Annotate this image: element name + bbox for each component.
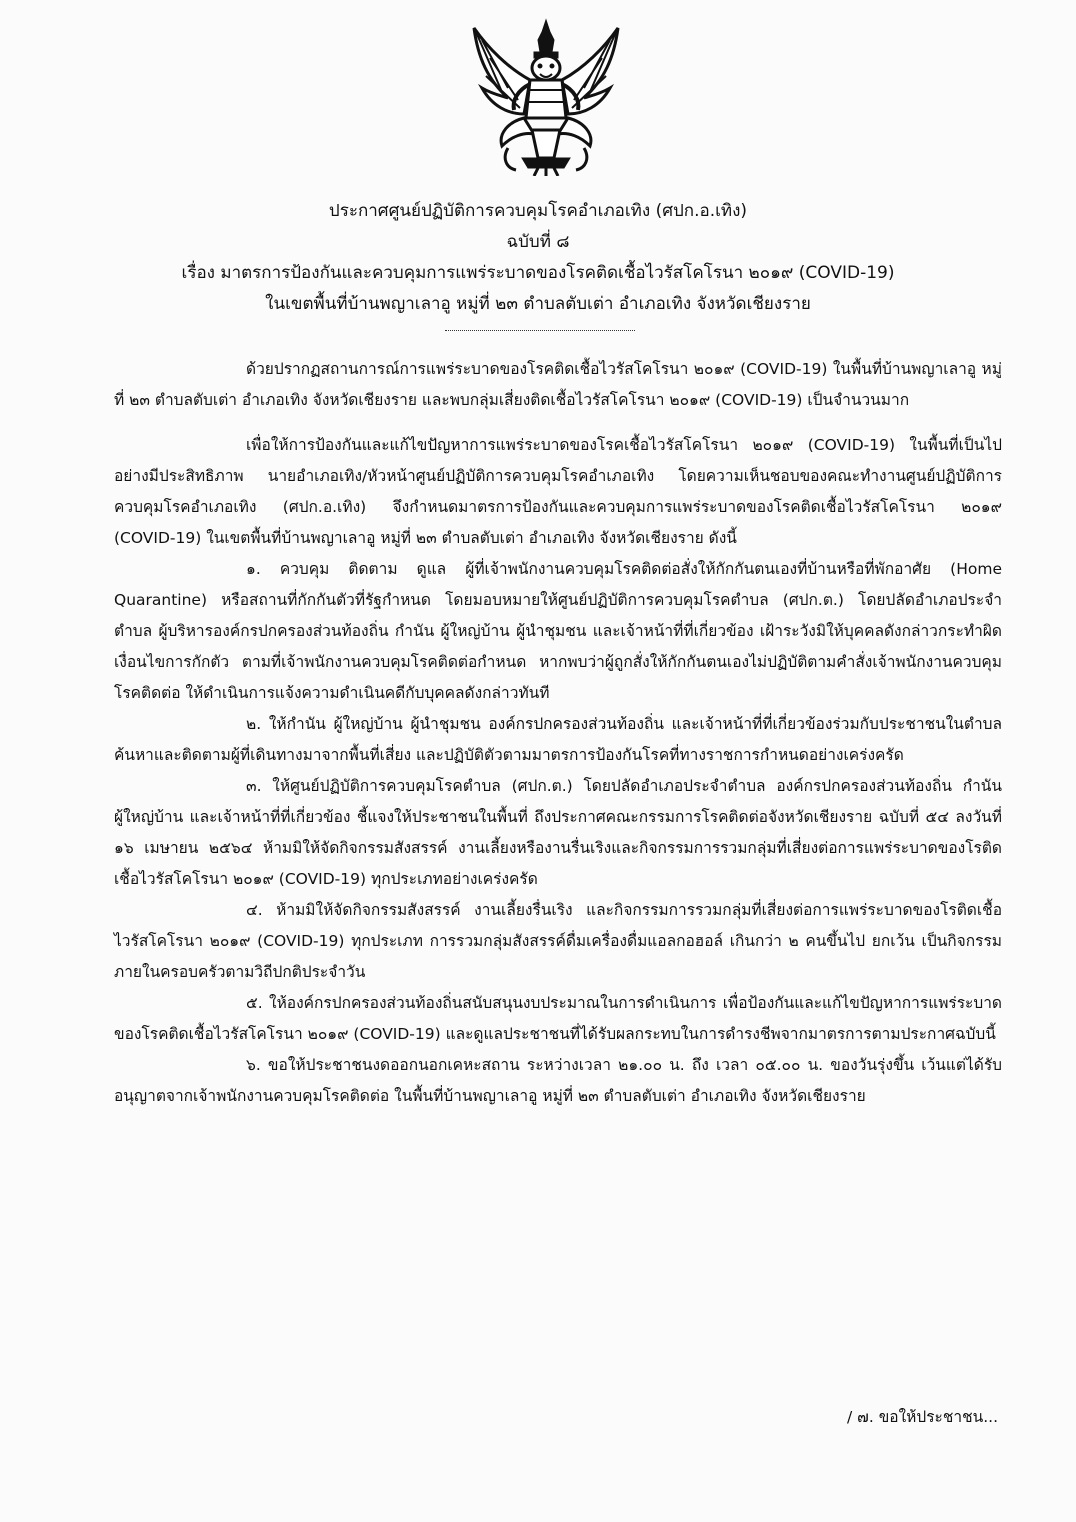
purpose-paragraph: เพื่อให้การป้องกันและแก้ไขปัญหาการแพร่ระบาดของโรคเชื้อไวรัสโคโรนา ๒๐๑๙ (COVID-19) ในพื้นที่เป็นไปอย่างมีประสิทธิภาพ นายอำเภอเทิง/หัวหน้าศูนย์ปฏิบัติการควบคุมโรคอำเภอเทิง โดยความเห็นชอบของคณะทำงานศูนย์ปฏิบัติการควบคุมโรคอำเภอเทิง (ศปก.อ.เทิง) จึงกำหนดมาตรการป้องกันและควบคุมการแพร่ระบาดของโรคติดเชื้อไวรัสโคโรนา ๒๐๑๙ (COVID-19) ในเขตพื้นที่บ้านพญาเลาอู หมู่ที่ ๒๓ ตำบลตับเต่า อำเภอเทิง จังหวัดเชียงราย ดังนี้ (114, 436, 1002, 547)
announcement-title: ประกาศศูนย์ปฏิบัติการควบคุมโรคอำเภอเทิง (ศปก.อ.เทิง) (328, 201, 748, 221)
announcement-subject: เรื่อง มาตรการป้องกันและควบคุมการแพร่ระบาดของโรคติดเชื้อไวรัสโคโรนา ๒๐๑๙ (COVID-19) (181, 263, 895, 283)
issue-number: ฉบับที่ ๘ (506, 232, 570, 252)
measure-item-2: ๒. ให้กำนัน ผู้ใหญ่บ้าน ผู้นำชุมชน องค์กรปกครองส่วนท้องถิ่น และเจ้าหน้าที่ที่เกี่ยวข้องร่วมกับประชาชนในตำบล ค้นหาและติดตามผู้ที่เดินทางมาจากพื้นที่เสี่ยง และปฏิบัติตัวตามมาตรการป้องกันโรคที่ทางราชการกำหนดอย่างเคร่งครัด (114, 715, 1002, 764)
continuation-note: / ๗. ขอให้ประชาชน... (847, 1408, 998, 1426)
announcement-header (60, 196, 1016, 320)
announcement-area: ในเขตพื้นที่บ้านพญาเลาอู หมู่ที่ ๒๓ ตำบลตับเต่า อำเภอเทิง จังหวัดเชียงราย (265, 294, 811, 314)
intro-paragraph: ด้วยปรากฏสถานการณ์การแพร่ระบาดของโรคติดเชื้อไวรัสโคโรนา ๒๐๑๙ (COVID-19) ในพื้นที่บ้านพญาเลาอู หมู่ที่ ๒๓ ตำบลตับเต่า อำเภอเทิง จังหวัดเชียงราย และพบกลุ่มเสี่ยงติดเชื้อไวรัสโคโรนา ๒๐๑๙ (COVID-19) เป็นจำนวนมาก (114, 360, 1002, 409)
measure-item-1: ๑. ควบคุม ติดตาม ดูแล ผู้ที่เจ้าพนักงานควบคุมโรคติดต่อสั่งให้กักกันตนเองที่บ้านหรือที่พักอาศัย (Home Quarantine) หรือสถานที่กักกันตัวที่รัฐกำหนด โดยมอบหมายให้ศูนย์ปฏิบัติการควบคุมโรคตำบล (ศปก.ต.) โดยปลัดอำเภอประจำตำบล ผู้บริหารองค์กรปกครองส่วนท้องถิ่น กำนัน ผู้ใหญ่บ้าน ผู้นำชุมชน และเจ้าหน้าที่ที่เกี่ยวข้อง เฝ้าระวังมิให้บุคคลดังกล่าวกระทำผิดเงื่อนไขการกักตัว ตามที่เจ้าพนักงานควบคุมโรคติดต่อกำหนด หากพบว่าผู้ถูกสั่งให้กักกันตนเองไม่ปฏิบัติตามคำสั่งเจ้าพนักงานควบคุมโรคติดต่อ ให้ดำเนินการแจ้งความดำเนินคดีกับบุคคลดังกล่าวทันที (114, 560, 1002, 702)
measure-item-3: ๓. ให้ศูนย์ปฏิบัติการควบคุมโรคตำบล (ศปก.ต.) โดยปลัดอำเภอประจำตำบล องค์กรปกครองส่วนท้องถิ่น กำนัน ผู้ใหญ่บ้าน และเจ้าหน้าที่ที่เกี่ยวข้อง ชี้แจงให้ประชาชนในพื้นที่ ถึงประกาศคณะกรรมการโรคติดต่อจังหวัดเชียงราย ฉบับที่ ๕๔ ลงวันที่ ๑๖ เมษายน ๒๕๖๔ ห้ามมิให้จัดกิจกรรมสังสรรค์ งานเลี้ยงหรืองานรื่นเริงและกิจกรรมการรวมกลุ่มที่เสี่ยงต่อการแพร่ระบาดของโรติดเชื้อไวรัสโคโรนา ๒๐๑๙ (COVID-19) ทุกประเภทอย่างเคร่งครัด (114, 777, 1002, 888)
measure-item-5: ๕. ให้องค์กรปกครองส่วนท้องถิ่นสนับสนุนงบประมาณในการดำเนินการ เพื่อป้องกันและแก้ไขปัญหาการแพร่ระบาดของโรคติดเชื้อไวรัสโคโรนา ๒๐๑๙ (COVID-19) และดูแลประชาชนที่ได้รับผลกระทบในการดำรงชีพจากมาตรการตามประกาศฉบับนี้ (114, 994, 1002, 1043)
measure-item-6: ๖. ขอให้ประชาชนงดออกนอกเคหะสถาน ระหว่างเวลา ๒๑.๐๐ น. ถึง เวลา ๐๕.๐๐ น. ของวันรุ่งขึ้น เว้นแต่ได้รับอนุญาตจากเจ้าพนักงานควบคุมโรคติดต่อ ในพื้นที่บ้านพญาเลาอู หมู่ที่ ๒๓ ตำบลตับเต่า อำเภอเทิง จังหวัดเชียงราย (114, 1056, 1002, 1105)
dotted-divider (445, 330, 635, 331)
measure-item-4: ๔. ห้ามมิให้จัดกิจกรรมสังสรรค์ งานเลี้ยงรื่นเริง และกิจกรรมการรวมกลุ่มที่เสี่ยงต่อการแพร่ระบาดของโรติดเชื้อไวรัสโคโรนา ๒๐๑๙ (COVID-19) ทุกประเภท การรวมกลุ่มสังสรรค์ดื่มเครื่องดื่มแอลกอฮอล์ เกินกว่า ๒ คนขึ้นไป ยกเว้น เป็นกิจกรรมภายในครอบครัวตามวิถีปกติประจำวัน (114, 901, 1002, 981)
garuda-emblem (468, 18, 624, 176)
announcement-body (114, 354, 1002, 1112)
